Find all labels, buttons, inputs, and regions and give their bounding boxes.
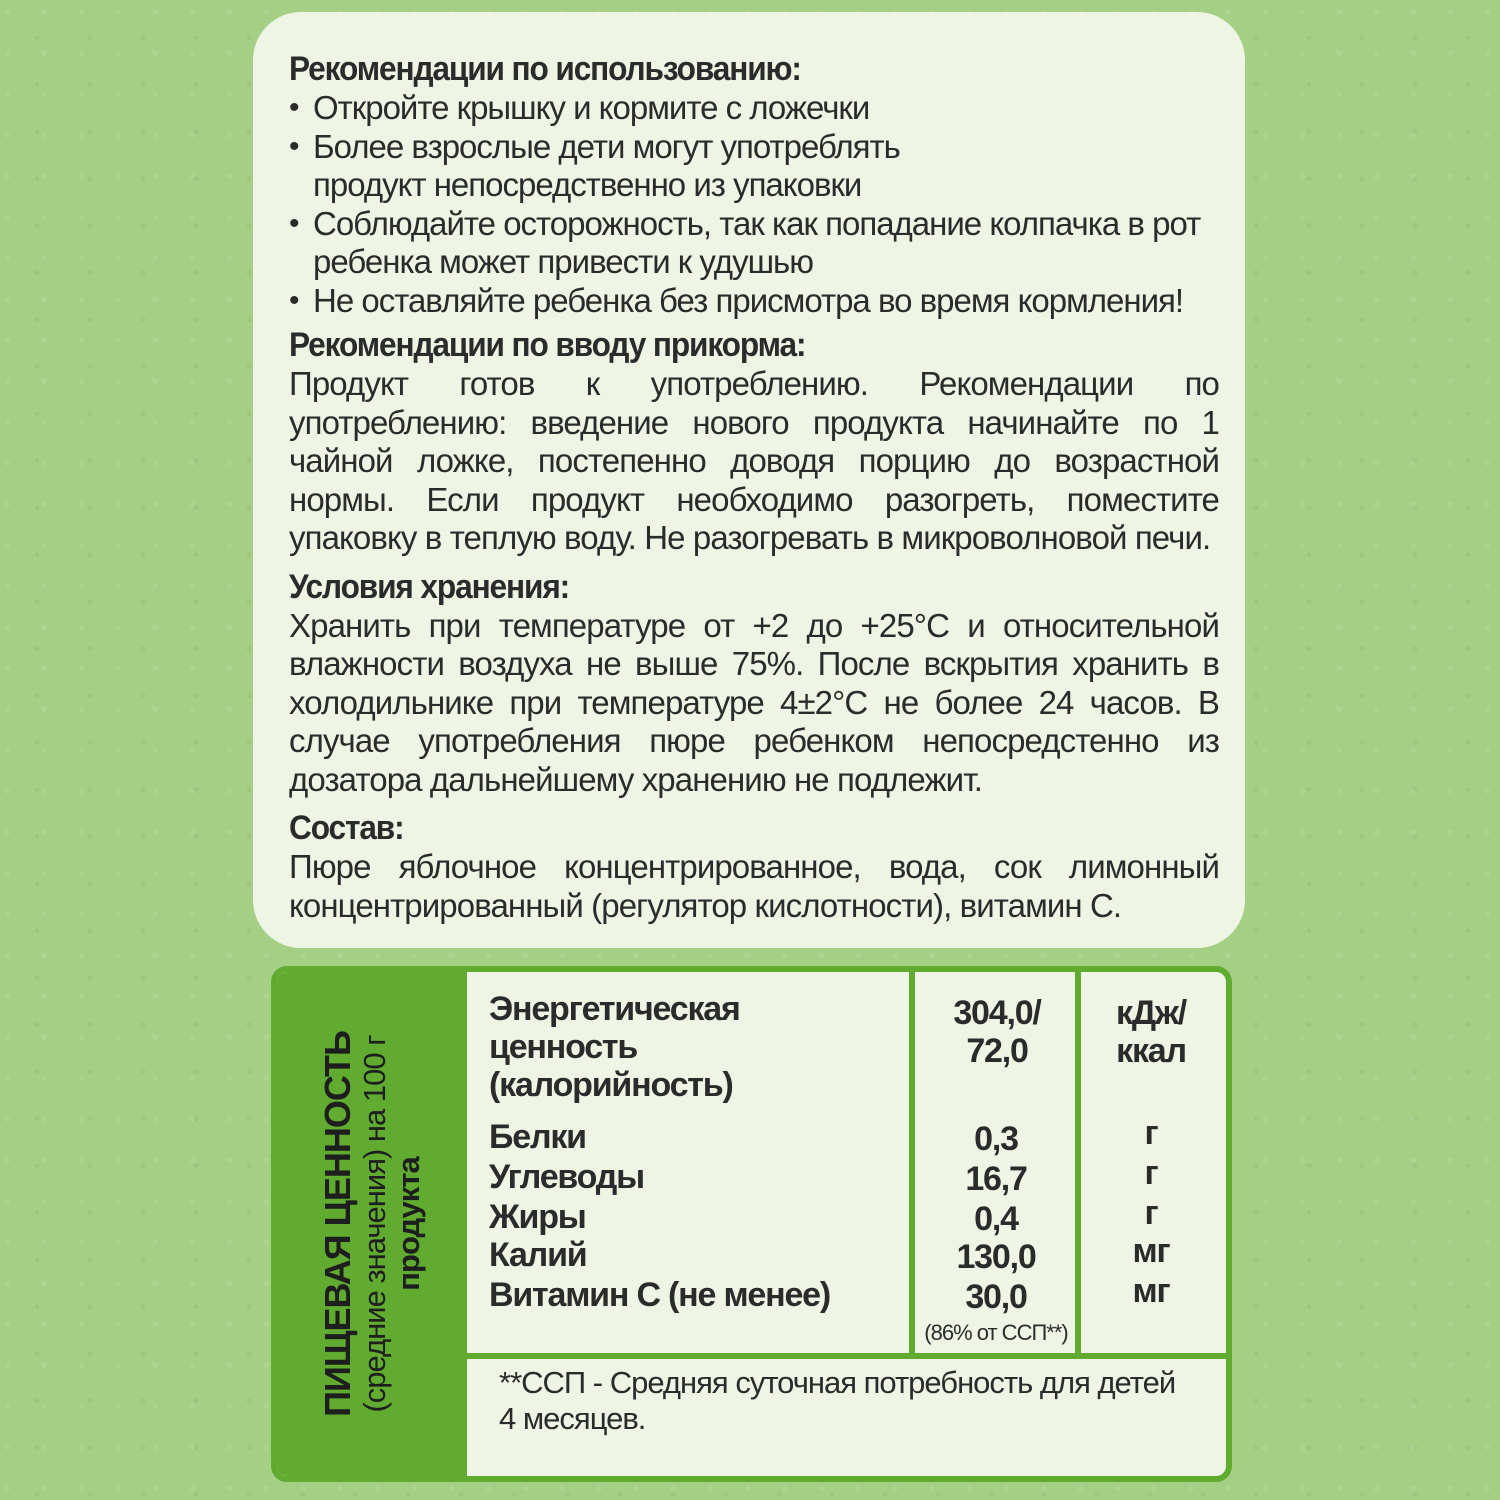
bullet-icon: • [289,91,299,124]
nutrient-value: 0,4 [974,1200,1018,1238]
row-divider [467,1353,1226,1359]
usage-title: Рекомендации по использованию: [289,50,801,88]
storage-title: Условия хранения: [289,567,570,606]
list-item: • Не оставляйте ребенка без присмотра во время кормления! [289,281,1184,319]
nutrient-unit: мг [1132,1232,1170,1270]
nutrient-label: Углеводы [489,1158,645,1196]
nutrition-title: ПИЩЕВАЯ ЦЕННОСТЬ [317,1031,358,1417]
nutrition-table [271,966,1232,1482]
nutrient-unit: г [1144,1154,1158,1192]
list-item: • Откройте крышку и кормите с ложечки [289,89,870,126]
list-item: • Соблюдайте осторожность, так как попадание колпачка в рот ребенка может привести к удушью [289,204,1201,280]
intro-text: Продукт готов к употреблению. Рекомендации по употреблению: введение нового продукта начинайте по 1 чайной ложке, постепенно доводя порцию до возрастной нормы. Если продукт необходимо разогреть, поместите упаковку в теплую воду. Не разогревать в микроволновой печи. [289,365,1219,556]
intro-title: Рекомендации по вводу прикорма: [289,326,806,364]
nutrition-subtitle-2: продукта [391,1157,426,1291]
nutrition-side-label [318,974,426,1474]
nutrient-label: Витамин С (не менее) [489,1276,831,1314]
nutrient-value: 130,0 [956,1238,1036,1276]
bullet-icon: • [289,129,299,163]
bullet-icon: • [289,206,299,240]
nutrient-label: Белки [489,1118,586,1156]
nutrient-value: 0,3 [974,1120,1018,1158]
nutrient-label: Жиры [489,1198,586,1236]
composition-text: Пюре яблочное концентрированное, вода, сок лимонный концентрированный (регулятор кислотности), витамин С. [289,848,1219,924]
footnote: **ССП - Средняя суточная потребность для детей 4 месяцев. [499,1365,1176,1436]
energy-value: 304,0/ 72,0 [953,994,1041,1070]
nutrient-unit: мг [1132,1272,1170,1310]
nutrient-value: 30,0 [965,1278,1027,1316]
nutrient-value: 16,7 [965,1160,1027,1198]
usage-list [289,89,1219,320]
energy-unit: кДж/ ккал [1116,994,1186,1070]
info-text [289,50,1219,925]
nutrient-unit: г [1144,1114,1158,1152]
nutrient-label: Калий [489,1236,587,1274]
energy-label: Энергетическая ценность (калорийность) [489,990,740,1104]
list-item: • Более взрослые дети могут употреблять продукт непосредственно из упаковки [289,127,900,203]
vitamin-c-note: (86% от ССП**) [924,1320,1068,1345]
storage-text: Хранить при температуре от +2 до +25°С и относительной влажности воздуха не выше 75%. После вскрытия хранить в холодильнике при температуре 4±2°С не более 24 часов. В случае употребления пюре ребенком непосредстенно из дозатора дальнейшему хранению не подлежит. [289,606,1219,798]
nutrition-subtitle: (средние значения) на 100 г [357,1035,392,1413]
composition-title: Состав: [289,809,404,847]
nutrient-unit: г [1144,1194,1158,1232]
info-card [253,12,1245,948]
nutrition-side-panel [277,972,467,1476]
bullet-icon: • [289,283,299,317]
